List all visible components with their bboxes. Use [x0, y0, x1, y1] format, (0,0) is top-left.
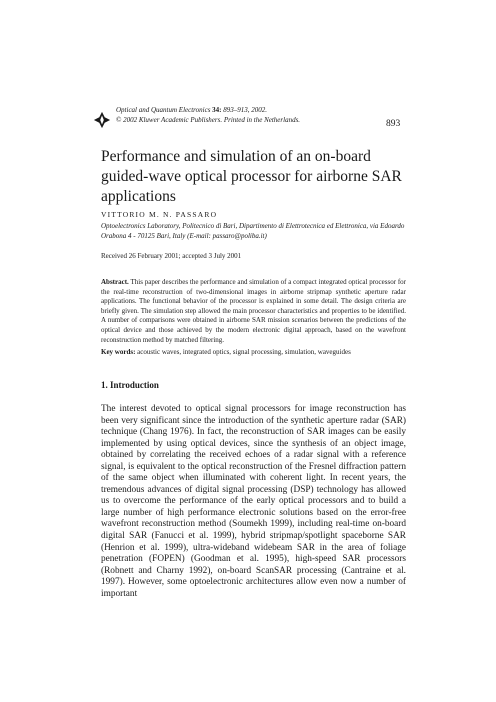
keywords-label: Key words:	[101, 348, 136, 356]
abstract	[101, 278, 406, 345]
received-dates: Received 26 February 2001; accepted 3 July 2001	[101, 252, 242, 260]
abstract-text: This paper describes the performance and simulation of a compact integrated optical processor for the real-time reconstruction of two-dimensional images in airborne stripmap synthetic aperture radar applications. The functional behavior of the processor is explained in some detail. The design criteria are briefly given. The simulation step allowed the main processor characteristics and properties to be identified. A number of comparisons were obtained in airborne SAR mission scenarios between the predictions of the optical device and those achieved by the modern electronic digital approach, based on the wavefront reconstruction method by matched filtering.	[101, 278, 406, 344]
journal-pages: 893–913, 2002.	[223, 106, 268, 114]
author-name: VITTORIO M. N. PASSARO	[101, 210, 218, 219]
author-affiliation: Optoelectronics Laboratory, Politecnico di Bari, Dipartimento di Elettrotecnica ed Elettronica, via Edoardo Orabona 4 - 70125 Bari, Italy (E-mail: passaro@poliba.it)	[101, 222, 405, 240]
copyright-line: © 2002 Kluwer Academic Publishers. Printed in the Netherlands.	[116, 115, 301, 124]
section-body: The interest devoted to optical signal processors for image reconstruction has been very significant since the introduction of the synthetic aperture radar (SAR) technique (Chang 1976). In fact, the reconstruction of SAR images can be easily implemented by using optical devices, since the synthesis of an object image, obtained by correlating the received echoes of a radar signal with a reference signal, is equivalent to the optical reconstruction of the Fresnel diffraction pattern of the same object when illuminated with coherent light. In recent years, the tremendous advances of digital signal processing (DSP) technology has allowed us to overcome the performance of the early optical processors and to build a large number of high performance electronic solutions based on the error-free wavefront reconstruction method (Soumekh 1999), including real-time on-board digital SAR (Fanucci et al. 1999), hybrid stripmap/spotlight spaceborne SAR (Henrion et al. 1999), ultra-wideband widebeam SAR in the area of foliage penetration (FOPEN) (Goodman et al. 1995), high-speed SAR processors (Robnett and Charny 1992), on-board ScanSAR processing (Cantraine et al. 1997). However, some optoelectronic architectures allow even now a number of important	[101, 404, 406, 599]
section-heading: 1. Introduction	[101, 380, 159, 390]
keywords	[101, 348, 406, 356]
keywords-text: acoustic waves, integrated optics, signal processing, simulation, waveguides	[137, 348, 351, 356]
page-number: 893	[386, 119, 401, 129]
abstract-label: Abstract.	[101, 278, 129, 286]
journal-volume: 34:	[212, 106, 222, 114]
journal-citation	[116, 106, 300, 125]
publisher-logo-icon	[93, 111, 111, 129]
journal-name: Optical and Quantum Electronics	[116, 106, 211, 114]
paper-title: Performance and simulation of an on-board guided-wave optical processor for airborne SAR applications	[101, 148, 402, 205]
